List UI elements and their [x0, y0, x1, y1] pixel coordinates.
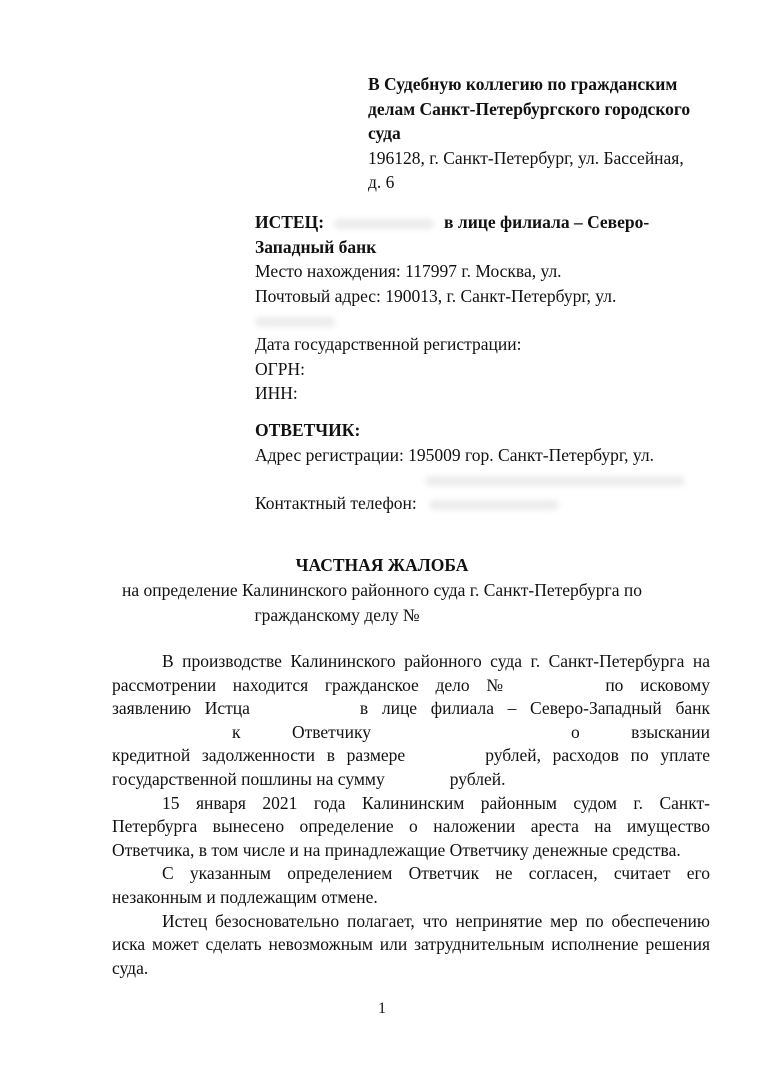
defendant-block	[255, 418, 685, 516]
p1-line-4: к Ответчику о взыскании	[232, 721, 710, 742]
document-subtitle	[0, 578, 764, 627]
p3-line-1: С указанным определением Ответчик не согласен, считает его	[162, 863, 710, 884]
p1-line-1: В производстве Калининского районного суда г. Санкт-Петербурга на	[162, 651, 710, 671]
court-address-2: д. 6	[368, 172, 395, 192]
p4-line-1: Истец безосновательно полагает, что непринятие мер по обеспечению	[162, 910, 710, 931]
court-line-1: В Судебную коллегию по гражданским	[368, 74, 678, 94]
plaintiff-reg-date: Дата государственной регистрации:	[255, 334, 522, 354]
p2-line-2: Петербурга вынесено определение о наложении ареста на имущество	[112, 816, 710, 837]
plaintiff-block	[255, 210, 649, 406]
p2-line-1: 15 января 2021 года Калининским районным судом г. Санкт-	[162, 792, 710, 813]
p1-line-5: кредитной задолженности в размере рублей, расходов по уплате	[112, 745, 710, 766]
page-number: 1	[378, 1000, 386, 1017]
redacted-defendant-street	[425, 476, 685, 486]
court-line-3: суда	[368, 123, 401, 143]
plaintiff-inn: ИНН:	[255, 383, 298, 403]
plaintiff-ogrn: ОГРН:	[255, 358, 305, 379]
p2-line-3: Ответчика, в том числе и на принадлежащие Ответчику денежные средства.	[112, 839, 681, 860]
p1-line-3: заявлению Истца в лице филиала – Северо-Западный банк	[112, 698, 710, 719]
plaintiff-postal: Почтовый адрес: 190013, г. Санкт-Петербург, ул.	[255, 285, 617, 306]
plaintiff-label: ИСТЕЦ:	[255, 212, 325, 232]
court-line-2: делам Санкт-Петербургского городского	[368, 98, 691, 119]
subtitle-line-1: на определение Калининского районного суда г. Санкт-Петербурга по	[122, 580, 642, 600]
p1-line-6: государственной пошлины на сумму рублей.	[112, 768, 506, 789]
p4-line-2: иска может сделать невозможным или затруднительным исполнение решения	[112, 934, 710, 955]
redacted-postal-street	[255, 317, 335, 327]
court-address-1: 196128, г. Санкт-Петербург, ул. Бассейная,	[368, 147, 684, 168]
plaintiff-name-part1: в лице филиала – Северо-	[444, 212, 650, 232]
body-text	[112, 650, 710, 980]
defendant-address: Адрес регистрации: 195009 гор. Санкт-Петербург, ул.	[255, 444, 654, 465]
redacted-phone	[429, 500, 559, 510]
p1-line-2: рассмотрении находится гражданское дело № по исковому	[112, 674, 710, 695]
defendant-phone: Контактный телефон:	[255, 493, 417, 513]
subtitle-line-2: гражданскому делу №	[254, 604, 420, 625]
court-addressee	[368, 72, 690, 195]
p3-line-2: незаконным и подлежащим отмене.	[112, 886, 378, 907]
document-title: ЧАСТНАЯ ЖАЛОБА	[295, 555, 469, 575]
plaintiff-name-part2: Западный банк	[255, 236, 377, 257]
p4-line-3: суда.	[112, 957, 149, 978]
defendant-label: ОТВЕТЧИК:	[255, 420, 361, 440]
redacted-plaintiff-name	[334, 219, 434, 229]
plaintiff-location: Место нахождения: 117997 г. Москва, ул.	[255, 261, 562, 281]
